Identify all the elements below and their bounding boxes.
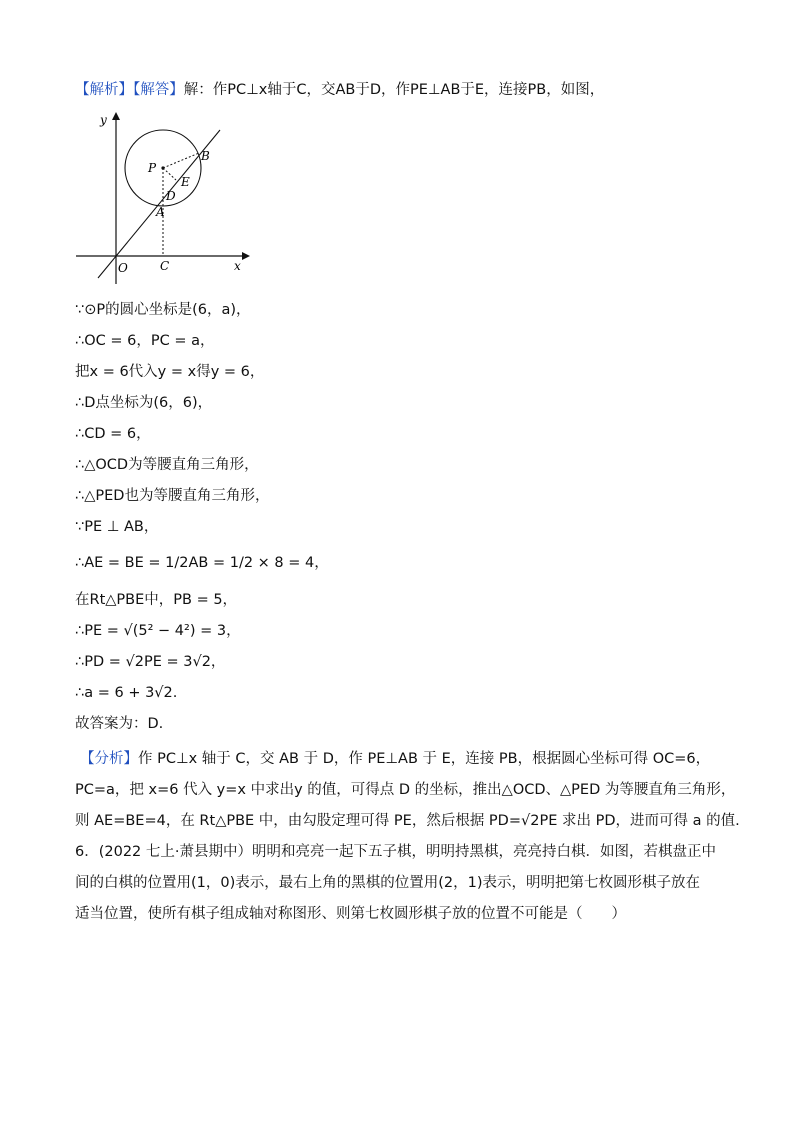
center-point bbox=[161, 166, 164, 169]
label-p: P bbox=[148, 161, 157, 175]
step-1: ∵⊙P的圆心坐标是(6，a)， bbox=[75, 302, 251, 318]
step-2: ∴OC = 6，PC = a， bbox=[75, 333, 215, 349]
label-x: x bbox=[234, 259, 241, 273]
label-a: A bbox=[156, 205, 165, 219]
answer-tag: 【解答】 bbox=[133, 82, 184, 98]
question-line-2: 间的白棋的位置用(1，0)表示，最右上角的黑棋的位置用(2，1)表示，明明把第七枚圆形棋子放在 bbox=[75, 875, 701, 891]
y-axis-arrow bbox=[112, 112, 120, 120]
geometry-figure bbox=[72, 108, 252, 288]
step-3: 把x = 6代入y = x得y = 6， bbox=[75, 364, 265, 380]
step-6: ∴△OCD为等腰直角三角形， bbox=[75, 457, 259, 473]
label-b: B bbox=[201, 149, 210, 163]
step-13: ∴a = 6 + 3√2. bbox=[75, 685, 178, 701]
step-11: ∴PE = √(5² − 4²) = 3， bbox=[75, 623, 241, 639]
segment-pe bbox=[163, 168, 176, 180]
solution-header bbox=[75, 80, 604, 100]
label-d: D bbox=[166, 189, 176, 203]
step-4: ∴D点坐标为(6，6)， bbox=[75, 395, 213, 411]
analysis-line-2: PC=a，把 x=6 代入 y=x 中求出y 的值，可得点 D 的坐标，推出△OCD、△PED 为等腰直角三角形， bbox=[75, 782, 736, 798]
step-9: ∴AE = BE = 1/2AB = 1/2 × 8 = 4， bbox=[75, 555, 329, 571]
label-o: O bbox=[118, 261, 128, 275]
question-line-1: 6．(2022 七上·萧县期中）明明和亮亮一起下五子棋，明明持黑棋，亮亮持白棋．如图，若棋盘正中 bbox=[75, 844, 716, 860]
solution-intro: 解：作PC⊥x轴于C，交AB于D，作PE⊥AB于E，连接PB，如图， bbox=[183, 82, 605, 98]
analysis-line-1 bbox=[80, 749, 710, 769]
segment-pb bbox=[163, 153, 199, 168]
step-7: ∴△PED也为等腰直角三角形， bbox=[75, 488, 270, 504]
analysis-text-1: 作 PC⊥x 轴于 C，交 AB 于 D，作 PE⊥AB 于 E，连接 PB，根据圆心坐标可得 OC=6， bbox=[138, 751, 711, 767]
analysis-label: 【分析】 bbox=[80, 751, 138, 767]
step-12: ∴PD = √2PE = 3√2， bbox=[75, 654, 226, 670]
label-y: y bbox=[100, 113, 107, 127]
step-10: 在Rt△PBE中，PB = 5， bbox=[75, 592, 238, 608]
step-14: 故答案为：D. bbox=[75, 716, 164, 732]
question-line-3: 适当位置，使所有棋子组成轴对称图形、则第七枚圆形棋子放的位置不可能是（ ） bbox=[75, 906, 626, 922]
analysis-line-3: 则 AE=BE=4，在 Rt△PBE 中，由勾股定理可得 PE，然后根据 PD=√2PE 求出 PD，进而可得 a 的值. bbox=[75, 813, 740, 829]
analysis-tag: 【解析】 bbox=[75, 82, 133, 98]
label-e: E bbox=[181, 175, 190, 189]
step-8: ∵PE ⊥ AB， bbox=[75, 519, 159, 535]
step-5: ∴CD = 6， bbox=[75, 426, 151, 442]
x-axis-arrow bbox=[242, 252, 250, 260]
label-c: C bbox=[160, 259, 170, 273]
